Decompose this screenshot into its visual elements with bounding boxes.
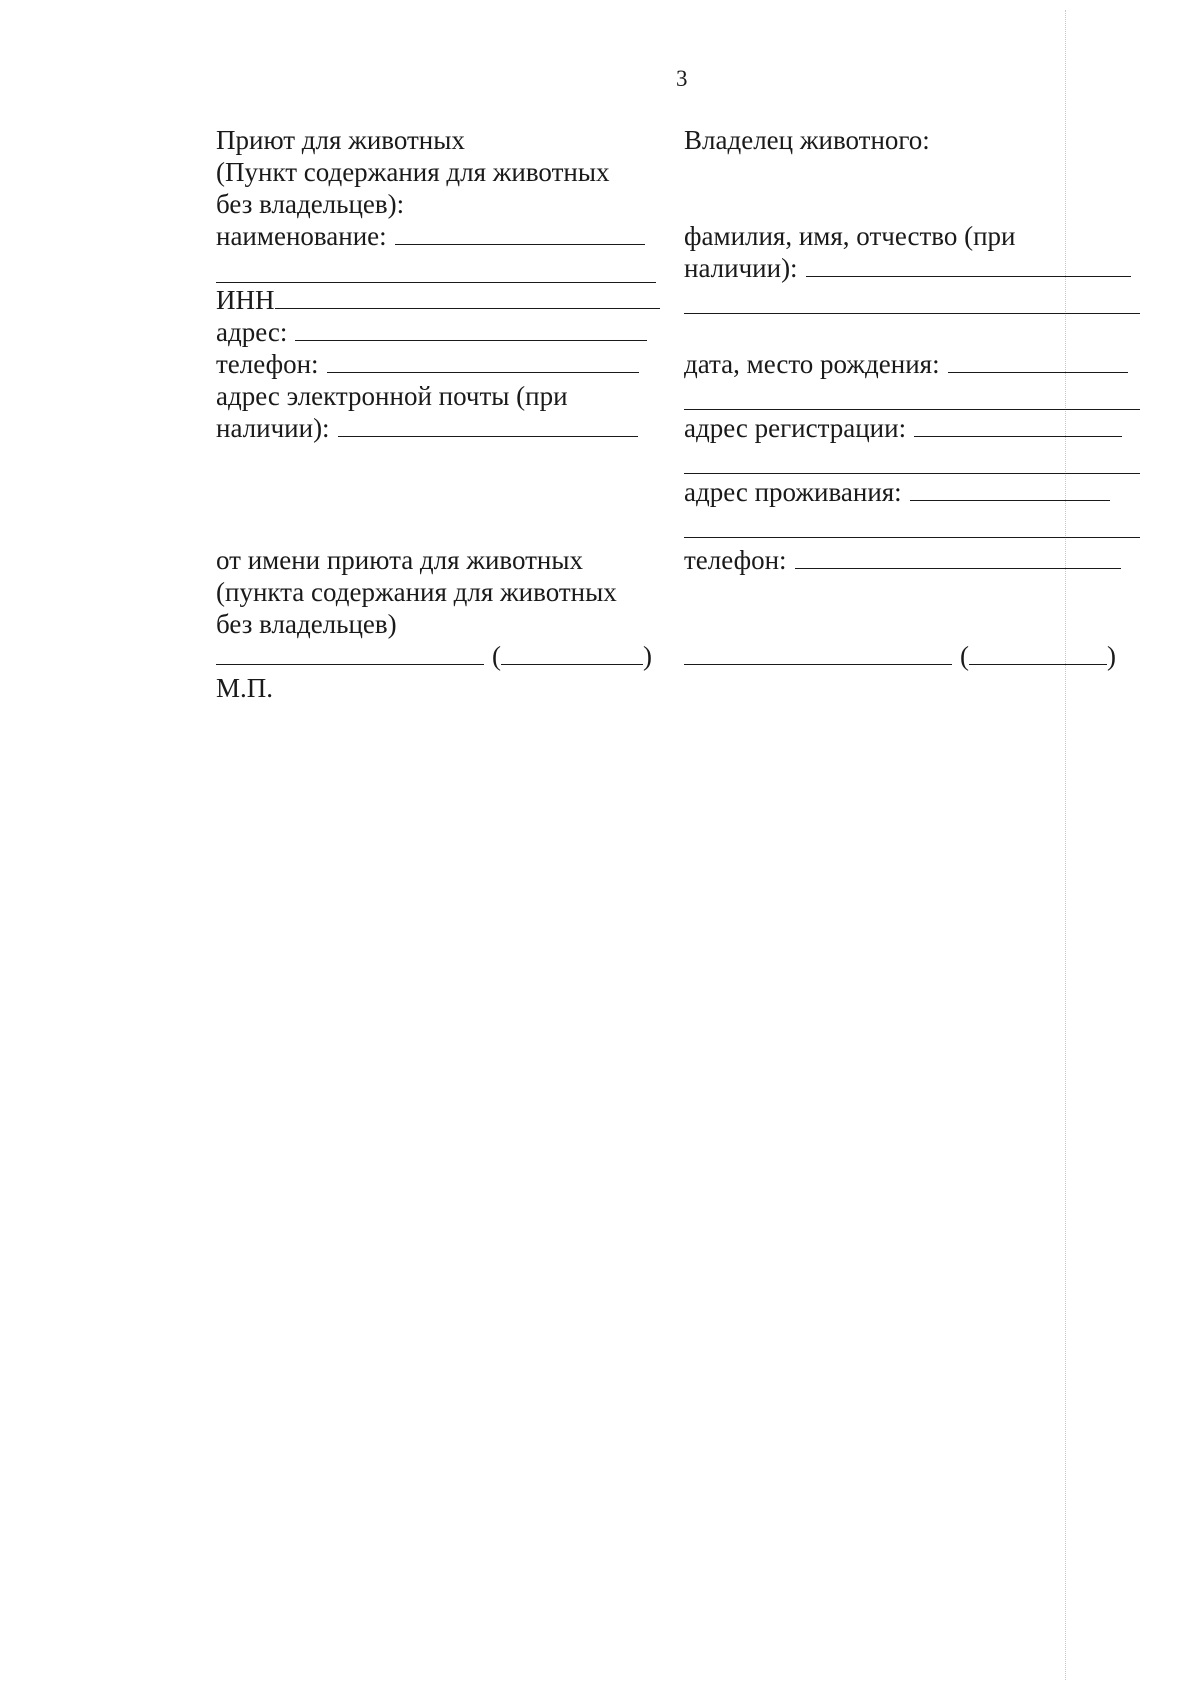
owner-signature-blank[interactable] [684,640,952,665]
shelter-phone-blank[interactable] [327,348,639,373]
owner-birth-row [684,348,1128,380]
owner-registration-blank-2[interactable] [684,473,1140,474]
owner-sig-open-paren: ( [960,641,969,671]
owner-signature-row [684,640,1116,672]
owner-fio-row [684,252,1131,284]
shelter-name-row [216,220,645,252]
owner-registration-label: адрес регистрации: [684,413,907,443]
owner-residence-row [684,476,1110,508]
shelter-behalf-line-1: от имени приюта для животных [216,545,584,575]
shelter-title-line-3: без владельцев): [216,189,405,219]
shelter-signature-blank[interactable] [216,640,484,665]
owner-birth-label: дата, место рождения: [684,349,940,379]
shelter-email-row [216,412,638,444]
shelter-email-label-line-1: адрес электронной почты (при [216,381,568,411]
shelter-behalf-line-2: (пункта содержания для животных [216,577,617,607]
owner-fio-label-line-2: наличии): [684,253,798,283]
owner-sig-close-paren: ) [1107,641,1116,671]
owner-sig-name-blank[interactable] [969,640,1107,665]
owner-fio-label-line-1: фамилия, имя, отчество (при [684,221,1016,251]
shelter-sig-open-paren: ( [492,641,501,671]
shelter-sig-close-paren: ) [643,641,652,671]
page-number: 3 [676,66,688,91]
owner-phone-blank[interactable] [795,544,1121,569]
shelter-address-label: адрес: [216,317,288,347]
shelter-email-blank[interactable] [338,412,638,437]
owner-fio-blank[interactable] [806,252,1131,277]
owner-residence-blank[interactable] [910,476,1110,501]
owner-phone-row [684,544,1121,576]
owner-fio-blank-2[interactable] [684,313,1140,314]
owner-birth-blank[interactable] [948,348,1128,373]
shelter-address-row [216,316,647,348]
shelter-signature-row [216,640,652,672]
owner-birth-blank-2[interactable] [684,409,1140,410]
shelter-title-line-2: (Пункт содержания для животных [216,157,610,187]
shelter-address-blank[interactable] [295,316,647,341]
shelter-name-label: наименование: [216,221,387,251]
shelter-sig-name-blank[interactable] [501,640,643,665]
shelter-name-blank-2[interactable] [216,282,656,283]
shelter-name-blank[interactable] [395,220,645,245]
shelter-behalf-line-3: без владельцев) [216,609,397,639]
shelter-title-line-1: Приют для животных [216,125,465,155]
owner-registration-blank[interactable] [914,412,1122,437]
stamp-label: М.П. [216,673,274,703]
shelter-inn-blank[interactable] [275,284,660,309]
shelter-phone-row [216,348,639,380]
owner-title: Владелец животного: [684,125,930,155]
owner-phone-label: телефон: [684,545,787,575]
shelter-email-label-line-2: наличии): [216,413,330,443]
shelter-inn-row [216,284,660,316]
owner-residence-label: адрес проживания: [684,477,902,507]
owner-residence-blank-2[interactable] [684,537,1140,538]
owner-registration-row [684,412,1122,444]
shelter-inn-label: ИНН [216,285,275,315]
shelter-phone-label: телефон: [216,349,319,379]
